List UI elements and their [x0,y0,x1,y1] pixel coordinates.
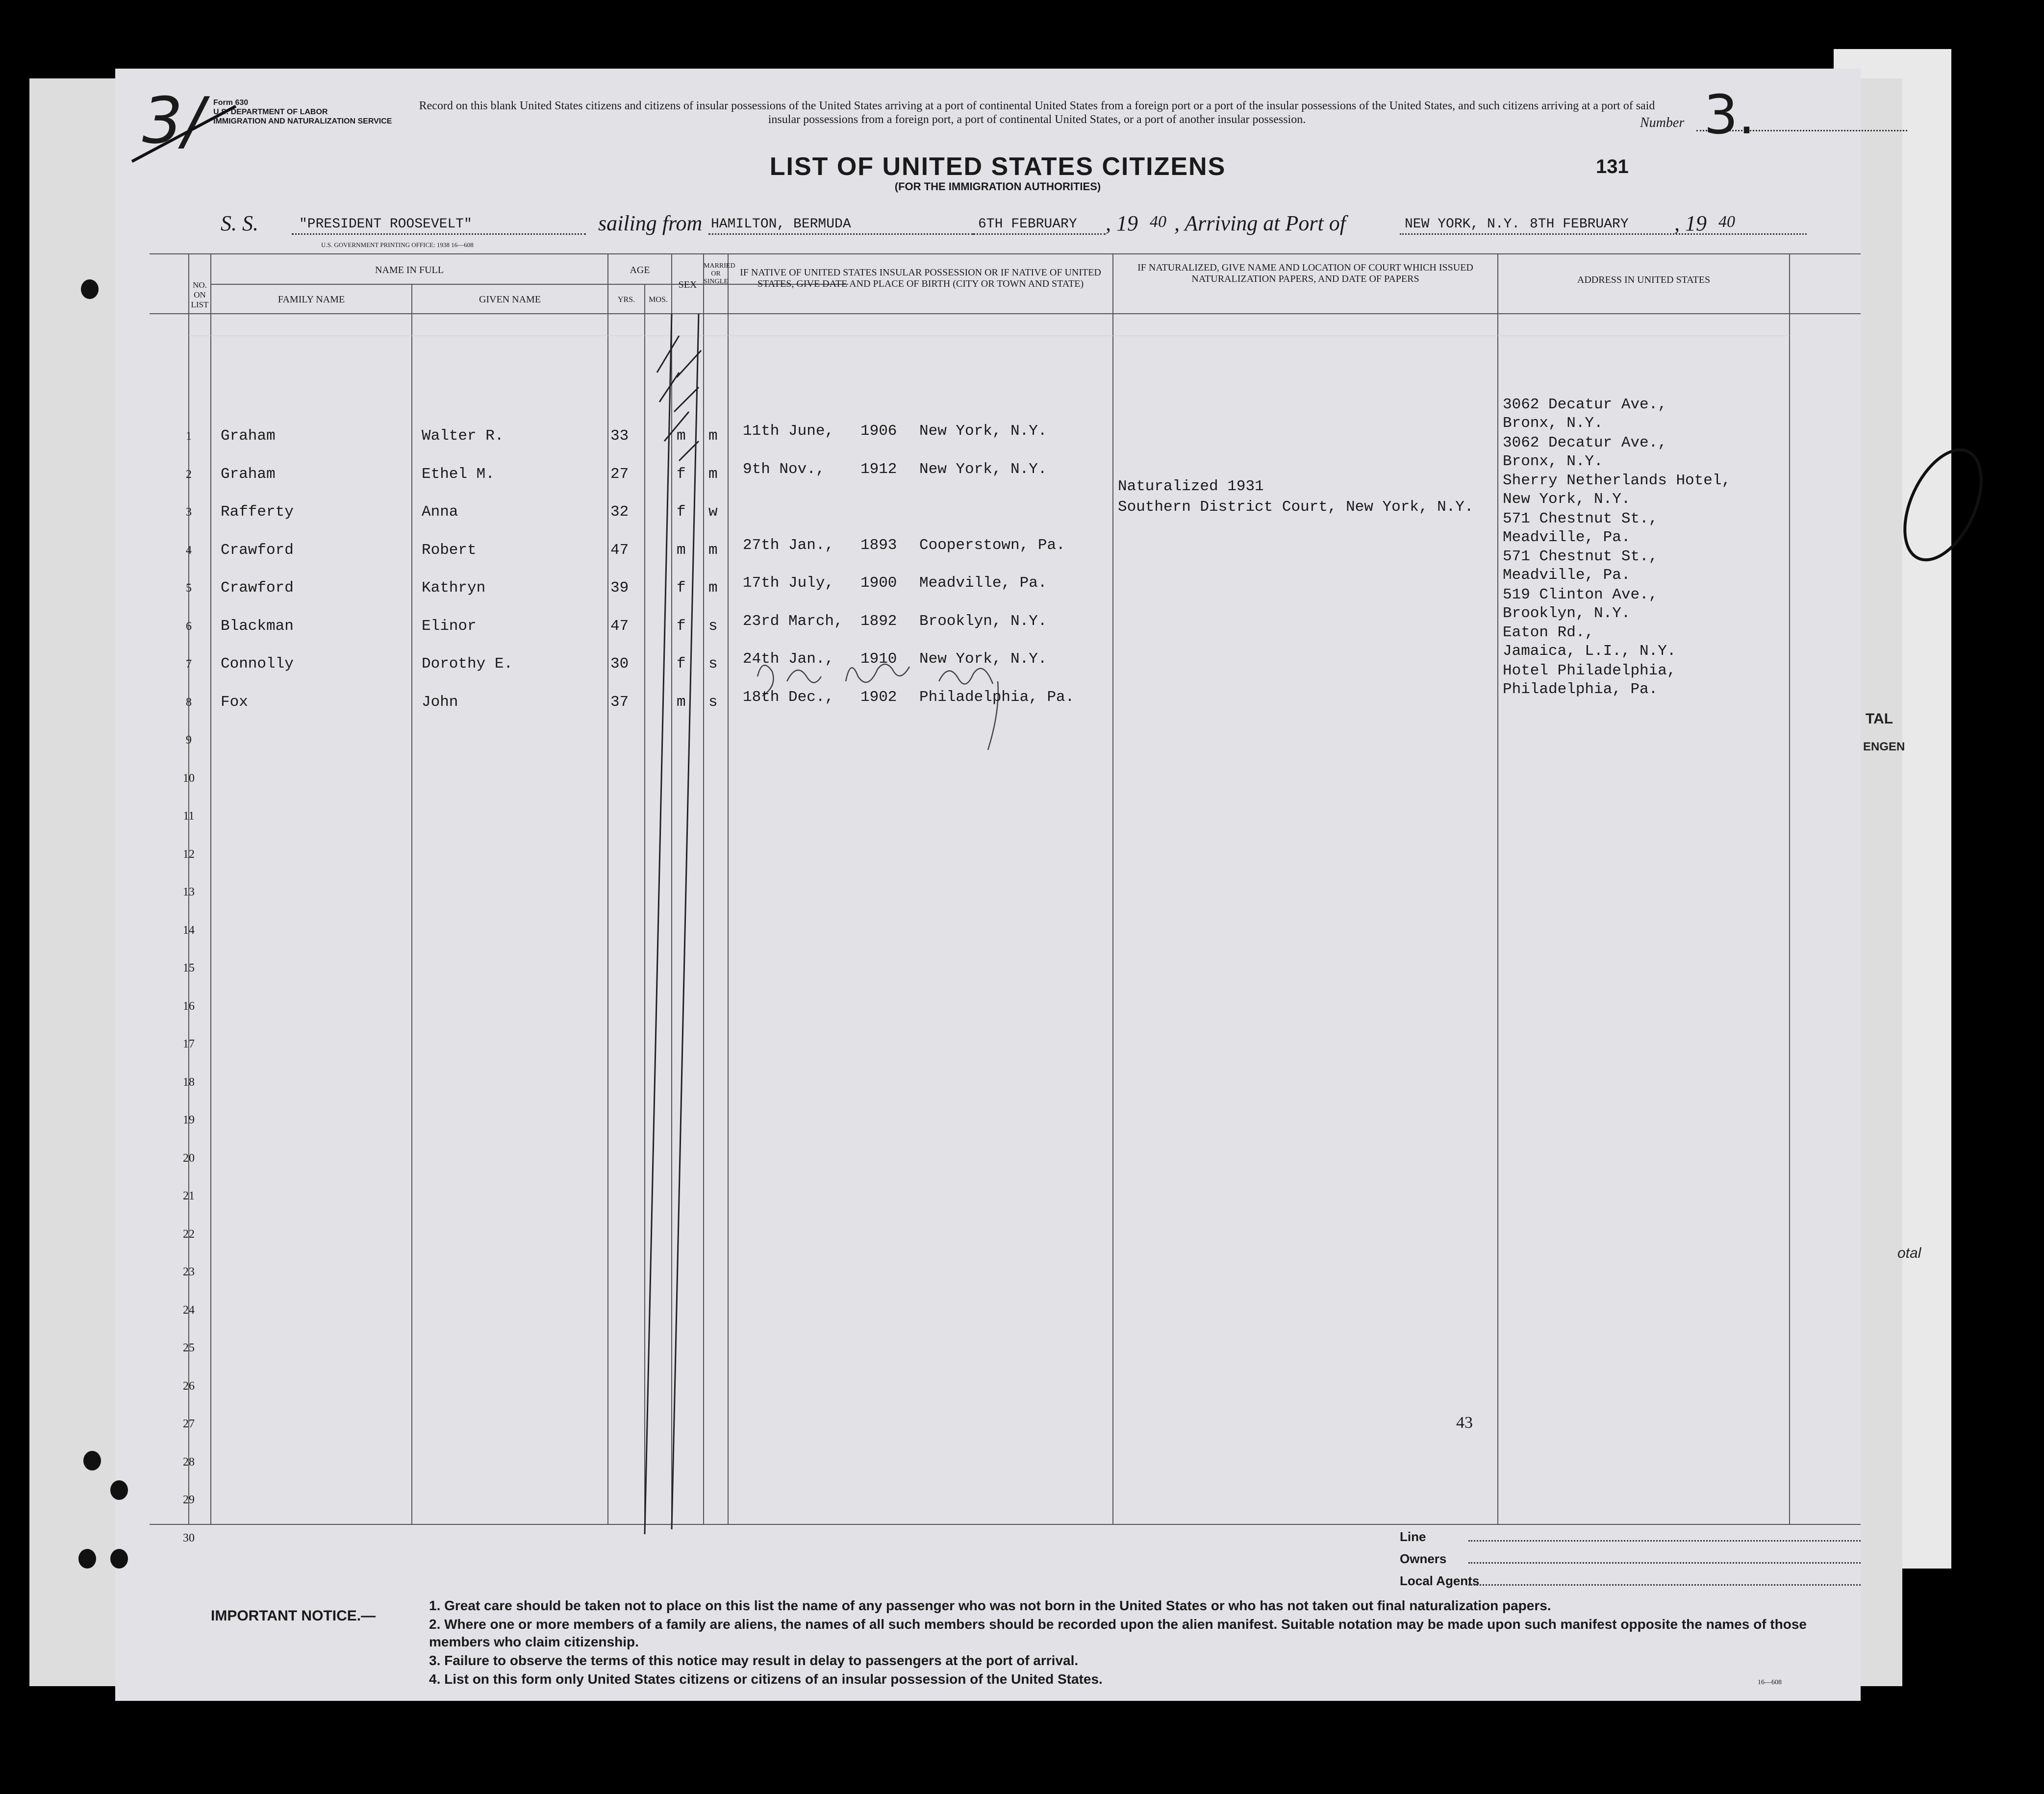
local-agents-label: Local Agents [1400,1573,1480,1588]
birth-year: 1900 [860,574,897,592]
ss-label: S. S. [221,211,258,235]
header-given-name: GIVEN NAME [479,294,541,305]
header-family-name: FAMILY NAME [278,294,345,305]
row-number: 16 [183,999,195,1013]
age-years: 27 [610,465,629,483]
row-number: 25 [183,1342,195,1354]
birth-place: Philadelphia, Pa. [919,688,1075,706]
sex: f [677,579,686,597]
marital-status: s [708,655,718,673]
given-name: Kathryn [422,579,486,597]
family-name: Graham [221,465,276,483]
header-birth: IF NATIVE OF UNITED STATES INSULAR POSSESSION OR IF NATIVE OF UNITED STATES, GIVE DATE AND PLACE OF BIRTH (CITY OR TOWN AND STATE) [740,267,1101,289]
handwritten-zero [1889,438,1996,572]
page-subtitle: (FOR THE IMMIGRATION AUTHORITIES) [894,180,1101,193]
birth-date: 11th June, [743,423,834,440]
row-number: 10 [183,772,195,785]
row-number: 4 [186,544,192,557]
row-number: 28 [183,1455,195,1469]
row-number: 17 [183,1038,195,1050]
number-value: 3. [1704,83,1755,146]
address-line: Bronx, N.Y. [1503,452,1603,470]
header-naturalized: IF NATURALIZED, GIVE NAME AND LOCATION OF COURT WHICH ISSUED NATURALIZATION PAPERS, AND DATE OF PAPERS [1137,262,1473,284]
address-line: Meadville, Pa. [1503,528,1631,546]
birth-place: New York, N.Y. [919,423,1047,440]
birth-date: 24th Jan., [743,650,834,668]
birth-date: 27th Jan., [743,536,834,554]
header-yrs: YRS. [617,296,635,304]
margin-text-tal: TAL [1866,711,1893,727]
address-line: Jamaica, L.I., N.Y. [1503,643,1676,660]
number-label: Number [1640,115,1685,130]
row-number: 9 [186,734,192,747]
address-line: Meadville, Pa. [1503,567,1631,584]
depart-date: 6TH FEBRUARY [978,217,1077,232]
marital-status: m [708,465,718,483]
birth-date: 23rd March, [743,612,843,630]
family-name: Crawford [221,579,294,597]
age-years: 32 [610,503,629,521]
sex: f [677,503,686,521]
form-instructions: Record on this blank United States citizens and citizens of insular possessions of the United States arriving at a port of continental United States from a foreign port or a port of the insular possessions of the United States, and such citizens arriving at a port of said insular possessions from a foreign port, a port of continental United States, or a port of another insular possession. [419,100,1655,126]
sex: m [677,541,686,559]
sex: f [677,465,686,483]
notice-item-2: 2. Where one or more members of a family are aliens, the names of all such members should be recorded upon the alien manifest. Suitable notation may be made upon such manifest opposite the names of those members who claim citizenship. [429,1617,1807,1649]
birth-year: 1892 [860,612,897,630]
birth-date: 18th Dec., [743,688,834,706]
row-number: 7 [186,658,192,671]
owners-label: Owners [1400,1551,1447,1566]
row-number: 20 [183,1151,195,1165]
address-line: Eaton Rd., [1503,624,1594,641]
header-name-in-full: NAME IN FULL [375,265,444,275]
address-line: Sherry Netherlands Hotel, [1503,472,1731,489]
given-name: Robert [422,541,477,559]
age-years: 47 [610,617,629,635]
header-mos: MOS. [649,296,668,304]
family-name: Graham [221,427,276,445]
row-number: 8 [186,696,192,709]
birth-place: New York, N.Y. [919,460,1047,478]
header-age: AGE [630,265,650,275]
row-number: 19 [183,1114,195,1126]
row-number: 22 [183,1227,195,1241]
arrival-year: 40 [1718,213,1735,231]
birth-place: Brooklyn, N.Y. [919,612,1047,630]
stamp-number: 3/ [142,83,204,158]
marital-status: m [708,541,718,559]
marital-status: s [708,617,718,635]
address-line: New York, N.Y. [1503,491,1631,508]
address-line: Brooklyn, N.Y. [1503,604,1631,622]
sex: f [677,655,686,673]
address-line: 571 Chestnut St., [1503,510,1658,527]
depart-year: 40 [1150,213,1166,231]
arrival-year-prefix: , 19 [1674,211,1707,235]
notice-item-1: 1. Great care should be taken not to place on this list the name of any passenger who was not born in the United States or who has not taken out final naturalization papers. [429,1598,1551,1613]
sex: m [677,693,686,711]
important-notice-heading: IMPORTANT NOTICE.— [211,1608,376,1624]
birth-place: Cooperstown, Pa. [919,536,1065,554]
age-years: 39 [610,579,629,597]
marital-status: m [708,579,718,597]
row-number: 1 [186,430,192,443]
row-number: 29 [183,1494,195,1506]
birth-place: New York, N.Y. [919,650,1047,668]
birth-year: 1912 [860,460,897,478]
marital-status: m [708,427,718,445]
age-years: 33 [610,427,629,445]
given-name: John [422,693,458,711]
sailing-label: sailing from [598,211,703,235]
birth-date: 9th Nov., [743,460,825,478]
header-married-single: MARRIED OR SINGLE [704,262,735,285]
birth-year: 1906 [860,423,897,440]
address-line: Philadelphia, Pa. [1503,680,1658,698]
given-name: Elinor [422,617,477,635]
row-number: 12 [183,847,195,861]
notice-item-4: 4. List on this form only United States citizens or citizens of an insular possession of the United States. [429,1671,1103,1687]
address-line: Bronx, N.Y. [1503,415,1603,432]
depart-year-prefix: , 19 [1106,211,1138,235]
row-number: 6 [186,620,192,633]
row-number: 30 [183,1531,195,1545]
line-label: Line [1400,1529,1426,1544]
address-line: Hotel Philadelphia, [1503,662,1676,679]
margin-text-otal: otal [1897,1245,1921,1261]
row-number: 21 [183,1190,195,1202]
marital-status: w [708,503,718,521]
row-number: 11 [183,810,195,822]
from-port: HAMILTON, BERMUDA [711,217,851,232]
birth-date: 17th July, [743,574,834,592]
row-number: 14 [183,923,195,937]
family-name: Blackman [221,617,294,635]
notice-item-3: 3. Failure to observe the terms of this notice may result in delay to passengers at the port of arrival. [429,1653,1079,1668]
given-name: Walter R. [422,427,504,445]
ship-name: "PRESIDENT ROOSEVELT" [299,217,472,232]
naturalization-detail: Southern District Court, New York, N.Y. [1118,498,1474,516]
header-address: ADDRESS IN UNITED STATES [1577,274,1711,285]
given-name: Anna [422,503,458,521]
arrival-port: NEW YORK, N.Y. [1405,217,1520,232]
age-years: 30 [610,655,629,673]
page-title: LIST OF UNITED STATES CITIZENS [769,152,1226,181]
birth-year: 1902 [860,688,897,706]
row-number: 3 [186,506,192,519]
address-line: 571 Chestnut St., [1503,548,1658,565]
birth-year: 1893 [860,536,897,554]
marital-status: s [708,693,718,711]
row-number: 23 [183,1266,195,1278]
age-years: 37 [610,693,629,711]
sex: m [677,427,686,445]
row-number: 5 [186,582,192,595]
row-number: 18 [183,1075,195,1089]
printer-note: U.S. GOVERNMENT PRINTING OFFICE: 1938 16—608 [321,241,474,249]
row-number: 26 [183,1379,195,1393]
given-name: Ethel M. [422,465,495,483]
naturalization-detail: Naturalized 1931 [1118,478,1264,495]
family-name: Fox [221,693,248,711]
form-identifier: Form 630 U.S. DEPARTMENT OF LABOR IMMIGRATION AND NATURALIZATION SERVICE [213,99,392,125]
address-line: 3062 Decatur Ave., [1503,396,1667,413]
family-name: Rafferty [221,503,294,521]
sheet-number: 131 [1596,156,1629,177]
page-mark: 43 [1456,1414,1473,1432]
given-name: Dorothy E. [422,655,513,673]
arrival-date: 8TH FEBRUARY [1530,217,1629,232]
header-sex: SEX [678,279,697,290]
birth-place: Meadville, Pa. [919,574,1047,592]
row-number: 2 [186,468,192,481]
address-line: 3062 Decatur Ave., [1503,434,1667,451]
address-line: 519 Clinton Ave., [1503,586,1658,603]
family-name: Connolly [221,655,294,673]
row-number: 24 [183,1303,195,1317]
row-number: 15 [183,962,195,974]
row-number: 13 [183,886,195,898]
sex: f [677,617,686,635]
arriving-label: , Arriving at Port of [1174,211,1346,235]
margin-text-engen: ENGEN [1863,740,1905,753]
row-number: 27 [183,1418,195,1430]
header-no-on-list: NO. ON LIST [191,280,209,309]
footer-code: 16—608 [1758,1679,1782,1686]
age-years: 47 [610,541,629,559]
family-name: Crawford [221,541,294,559]
birth-year: 1910 [860,650,897,668]
